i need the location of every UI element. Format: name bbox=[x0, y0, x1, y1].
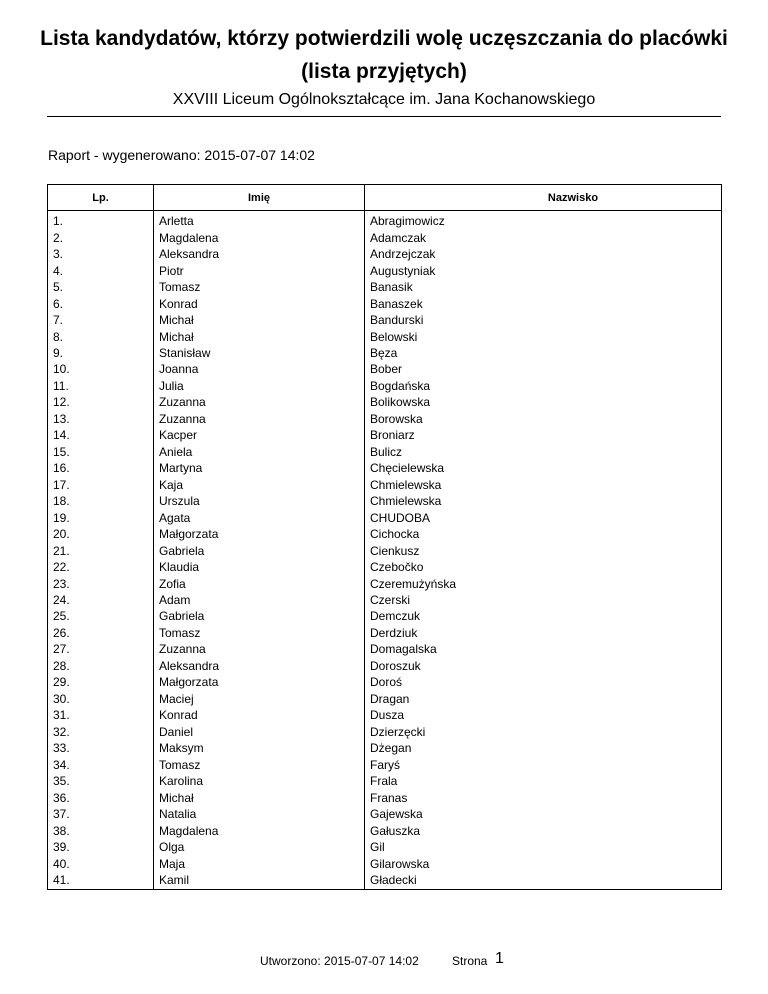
page-number: 1 bbox=[495, 950, 504, 967]
cell-lp: 14. bbox=[48, 427, 154, 443]
table-row bbox=[48, 542, 722, 558]
table-row bbox=[48, 822, 722, 838]
table-row bbox=[48, 691, 722, 707]
table-row bbox=[48, 674, 722, 690]
table-row bbox=[48, 872, 722, 890]
cell-last-name: Dragan bbox=[365, 691, 722, 707]
table-row bbox=[48, 295, 722, 311]
cell-last-name: Chęcielewska bbox=[365, 460, 722, 476]
cell-lp: 23. bbox=[48, 575, 154, 591]
cell-lp: 40. bbox=[48, 855, 154, 871]
table-row bbox=[48, 773, 722, 789]
page-label: Strona bbox=[452, 954, 488, 968]
cell-last-name: Banaszek bbox=[365, 295, 722, 311]
table-row bbox=[48, 361, 722, 377]
cell-last-name: Czebočko bbox=[365, 559, 722, 575]
cell-first-name: Kacper bbox=[154, 427, 365, 443]
cell-first-name: Adam bbox=[154, 592, 365, 608]
cell-last-name: Belowski bbox=[365, 328, 722, 344]
cell-first-name: Martyna bbox=[154, 460, 365, 476]
cell-first-name: Tomasz bbox=[154, 279, 365, 295]
column-header-lp: Lp. bbox=[48, 185, 154, 211]
table-row bbox=[48, 477, 722, 493]
cell-lp: 4. bbox=[48, 262, 154, 278]
cell-last-name: Bogdańska bbox=[365, 378, 722, 394]
table-row bbox=[48, 559, 722, 575]
cell-last-name: Augustyniak bbox=[365, 262, 722, 278]
created-timestamp: Utworzono: 2015-07-07 14:02 bbox=[260, 954, 419, 968]
cell-last-name: Bober bbox=[365, 361, 722, 377]
cell-lp: 27. bbox=[48, 641, 154, 657]
column-header-first-name: Imię bbox=[154, 185, 365, 211]
cell-lp: 8. bbox=[48, 328, 154, 344]
cell-first-name: Daniel bbox=[154, 724, 365, 740]
cell-first-name: Klaudia bbox=[154, 559, 365, 575]
table-row bbox=[48, 427, 722, 443]
cell-first-name: Julia bbox=[154, 378, 365, 394]
cell-first-name: Karolina bbox=[154, 773, 365, 789]
school-name: XXVIII Liceum Ogólnokształcące im. Jana Kochanowskiego bbox=[172, 91, 596, 108]
cell-last-name: Czerski bbox=[365, 592, 722, 608]
cell-lp: 10. bbox=[48, 361, 154, 377]
cell-lp: 26. bbox=[48, 625, 154, 641]
cell-first-name: Joanna bbox=[154, 361, 365, 377]
cell-lp: 41. bbox=[48, 872, 154, 890]
cell-first-name: Maksym bbox=[154, 740, 365, 756]
table-row bbox=[48, 526, 722, 542]
cell-first-name: Małgorzata bbox=[154, 674, 365, 690]
cell-last-name: Dusza bbox=[365, 707, 722, 723]
cell-last-name: Franas bbox=[365, 789, 722, 805]
cell-lp: 16. bbox=[48, 460, 154, 476]
cell-lp: 38. bbox=[48, 822, 154, 838]
cell-first-name: Zofia bbox=[154, 575, 365, 591]
cell-first-name: Kamil bbox=[154, 872, 365, 890]
table-row bbox=[48, 345, 722, 361]
table-row bbox=[48, 806, 722, 822]
cell-first-name: Stanisław bbox=[154, 345, 365, 361]
cell-last-name: Gałuszka bbox=[365, 822, 722, 838]
cell-lp: 6. bbox=[48, 295, 154, 311]
report-generated-line: Raport - wygenerowano: 2015-07-07 14:02 bbox=[48, 147, 315, 163]
table-row bbox=[48, 789, 722, 805]
cell-lp: 18. bbox=[48, 493, 154, 509]
cell-lp: 1. bbox=[48, 211, 154, 230]
cell-last-name: Faryś bbox=[365, 756, 722, 772]
cell-last-name: Demczuk bbox=[365, 608, 722, 624]
cell-first-name: Aniela bbox=[154, 444, 365, 460]
cell-last-name: Cienkusz bbox=[365, 542, 722, 558]
cell-lp: 32. bbox=[48, 724, 154, 740]
cell-first-name: Piotr bbox=[154, 262, 365, 278]
cell-lp: 25. bbox=[48, 608, 154, 624]
table-row bbox=[48, 411, 722, 427]
cell-first-name: Małgorzata bbox=[154, 526, 365, 542]
cell-first-name: Maja bbox=[154, 855, 365, 871]
cell-lp: 3. bbox=[48, 246, 154, 262]
table-row bbox=[48, 509, 722, 525]
cell-first-name: Tomasz bbox=[154, 756, 365, 772]
table-row bbox=[48, 493, 722, 509]
table-header-row bbox=[48, 185, 722, 211]
cell-lp: 28. bbox=[48, 658, 154, 674]
table-row bbox=[48, 378, 722, 394]
cell-lp: 21. bbox=[48, 542, 154, 558]
cell-lp: 30. bbox=[48, 691, 154, 707]
cell-last-name: Bolikowska bbox=[365, 394, 722, 410]
cell-lp: 11. bbox=[48, 378, 154, 394]
cell-last-name: Cichocka bbox=[365, 526, 722, 542]
cell-lp: 7. bbox=[48, 312, 154, 328]
cell-last-name: Andrzejczak bbox=[365, 246, 722, 262]
cell-first-name: Konrad bbox=[154, 295, 365, 311]
cell-last-name: Gajewska bbox=[365, 806, 722, 822]
table-row bbox=[48, 229, 722, 245]
cell-last-name: Doroszuk bbox=[365, 658, 722, 674]
cell-lp: 15. bbox=[48, 444, 154, 460]
cell-last-name: Dzierzęcki bbox=[365, 724, 722, 740]
cell-first-name: Michał bbox=[154, 789, 365, 805]
table-row bbox=[48, 246, 722, 262]
cell-lp: 9. bbox=[48, 345, 154, 361]
table-row bbox=[48, 394, 722, 410]
cell-lp: 13. bbox=[48, 411, 154, 427]
column-header-last-name: Nazwisko bbox=[365, 185, 722, 211]
cell-last-name: Abragimowicz bbox=[365, 211, 722, 230]
cell-lp: 22. bbox=[48, 559, 154, 575]
cell-first-name: Zuzanna bbox=[154, 411, 365, 427]
cell-first-name: Magdalena bbox=[154, 229, 365, 245]
cell-last-name: Gilarowska bbox=[365, 855, 722, 871]
cell-first-name: Konrad bbox=[154, 707, 365, 723]
cell-lp: 34. bbox=[48, 756, 154, 772]
cell-last-name: Gil bbox=[365, 839, 722, 855]
cell-last-name: Gładecki bbox=[365, 872, 722, 890]
cell-first-name: Magdalena bbox=[154, 822, 365, 838]
table-row bbox=[48, 740, 722, 756]
table-row bbox=[48, 855, 722, 871]
cell-lp: 36. bbox=[48, 789, 154, 805]
table-row bbox=[48, 328, 722, 344]
cell-lp: 17. bbox=[48, 477, 154, 493]
cell-lp: 20. bbox=[48, 526, 154, 542]
cell-last-name: Banasik bbox=[365, 279, 722, 295]
cell-lp: 19. bbox=[48, 509, 154, 525]
cell-last-name: Dżegan bbox=[365, 740, 722, 756]
cell-last-name: Bęza bbox=[365, 345, 722, 361]
table-row bbox=[48, 724, 722, 740]
table-row bbox=[48, 312, 722, 328]
cell-first-name: Arletta bbox=[154, 211, 365, 230]
cell-lp: 5. bbox=[48, 279, 154, 295]
cell-lp: 24. bbox=[48, 592, 154, 608]
cell-last-name: CHUDOBA bbox=[365, 509, 722, 525]
table-row bbox=[48, 592, 722, 608]
cell-lp: 37. bbox=[48, 806, 154, 822]
table-row bbox=[48, 279, 722, 295]
cell-last-name: Borowska bbox=[365, 411, 722, 427]
cell-lp: 2. bbox=[48, 229, 154, 245]
cell-first-name: Zuzanna bbox=[154, 641, 365, 657]
cell-lp: 31. bbox=[48, 707, 154, 723]
cell-lp: 35. bbox=[48, 773, 154, 789]
table-row bbox=[48, 839, 722, 855]
table-row bbox=[48, 262, 722, 278]
cell-first-name: Natalia bbox=[154, 806, 365, 822]
table-row bbox=[48, 608, 722, 624]
cell-last-name: Doroś bbox=[365, 674, 722, 690]
cell-last-name: Domagalska bbox=[365, 641, 722, 657]
cell-last-name: Chmielewska bbox=[365, 477, 722, 493]
cell-last-name: Frala bbox=[365, 773, 722, 789]
table-row bbox=[48, 460, 722, 476]
table-row bbox=[48, 707, 722, 723]
cell-lp: 12. bbox=[48, 394, 154, 410]
table-row bbox=[48, 641, 722, 657]
table-row bbox=[48, 575, 722, 591]
cell-lp: 39. bbox=[48, 839, 154, 855]
admitted-students-table bbox=[47, 184, 722, 890]
cell-last-name: Bulicz bbox=[365, 444, 722, 460]
cell-first-name: Michał bbox=[154, 312, 365, 328]
table-row bbox=[48, 658, 722, 674]
table-row bbox=[48, 756, 722, 772]
cell-lp: 29. bbox=[48, 674, 154, 690]
cell-last-name: Derdziuk bbox=[365, 625, 722, 641]
cell-first-name: Aleksandra bbox=[154, 658, 365, 674]
header-divider bbox=[47, 116, 721, 117]
cell-first-name: Aleksandra bbox=[154, 246, 365, 262]
table-row bbox=[48, 211, 722, 230]
cell-first-name: Agata bbox=[154, 509, 365, 525]
cell-last-name: Bandurski bbox=[365, 312, 722, 328]
cell-last-name: Adamczak bbox=[365, 229, 722, 245]
cell-first-name: Michał bbox=[154, 328, 365, 344]
cell-last-name: Czeremużyńska bbox=[365, 575, 722, 591]
cell-first-name: Gabriela bbox=[154, 608, 365, 624]
cell-first-name: Maciej bbox=[154, 691, 365, 707]
cell-first-name: Kaja bbox=[154, 477, 365, 493]
cell-lp: 33. bbox=[48, 740, 154, 756]
table-row bbox=[48, 444, 722, 460]
table-body bbox=[48, 211, 722, 890]
cell-first-name: Olga bbox=[154, 839, 365, 855]
cell-first-name: Zuzanna bbox=[154, 394, 365, 410]
page-title: Lista kandydatów, którzy potwierdzili wolę uczęszczania do placówki (lista przyjętych) bbox=[40, 27, 728, 83]
cell-last-name: Chmielewska bbox=[365, 493, 722, 509]
cell-last-name: Broniarz bbox=[365, 427, 722, 443]
table-row bbox=[48, 625, 722, 641]
cell-first-name: Urszula bbox=[154, 493, 365, 509]
cell-first-name: Gabriela bbox=[154, 542, 365, 558]
cell-first-name: Tomasz bbox=[154, 625, 365, 641]
